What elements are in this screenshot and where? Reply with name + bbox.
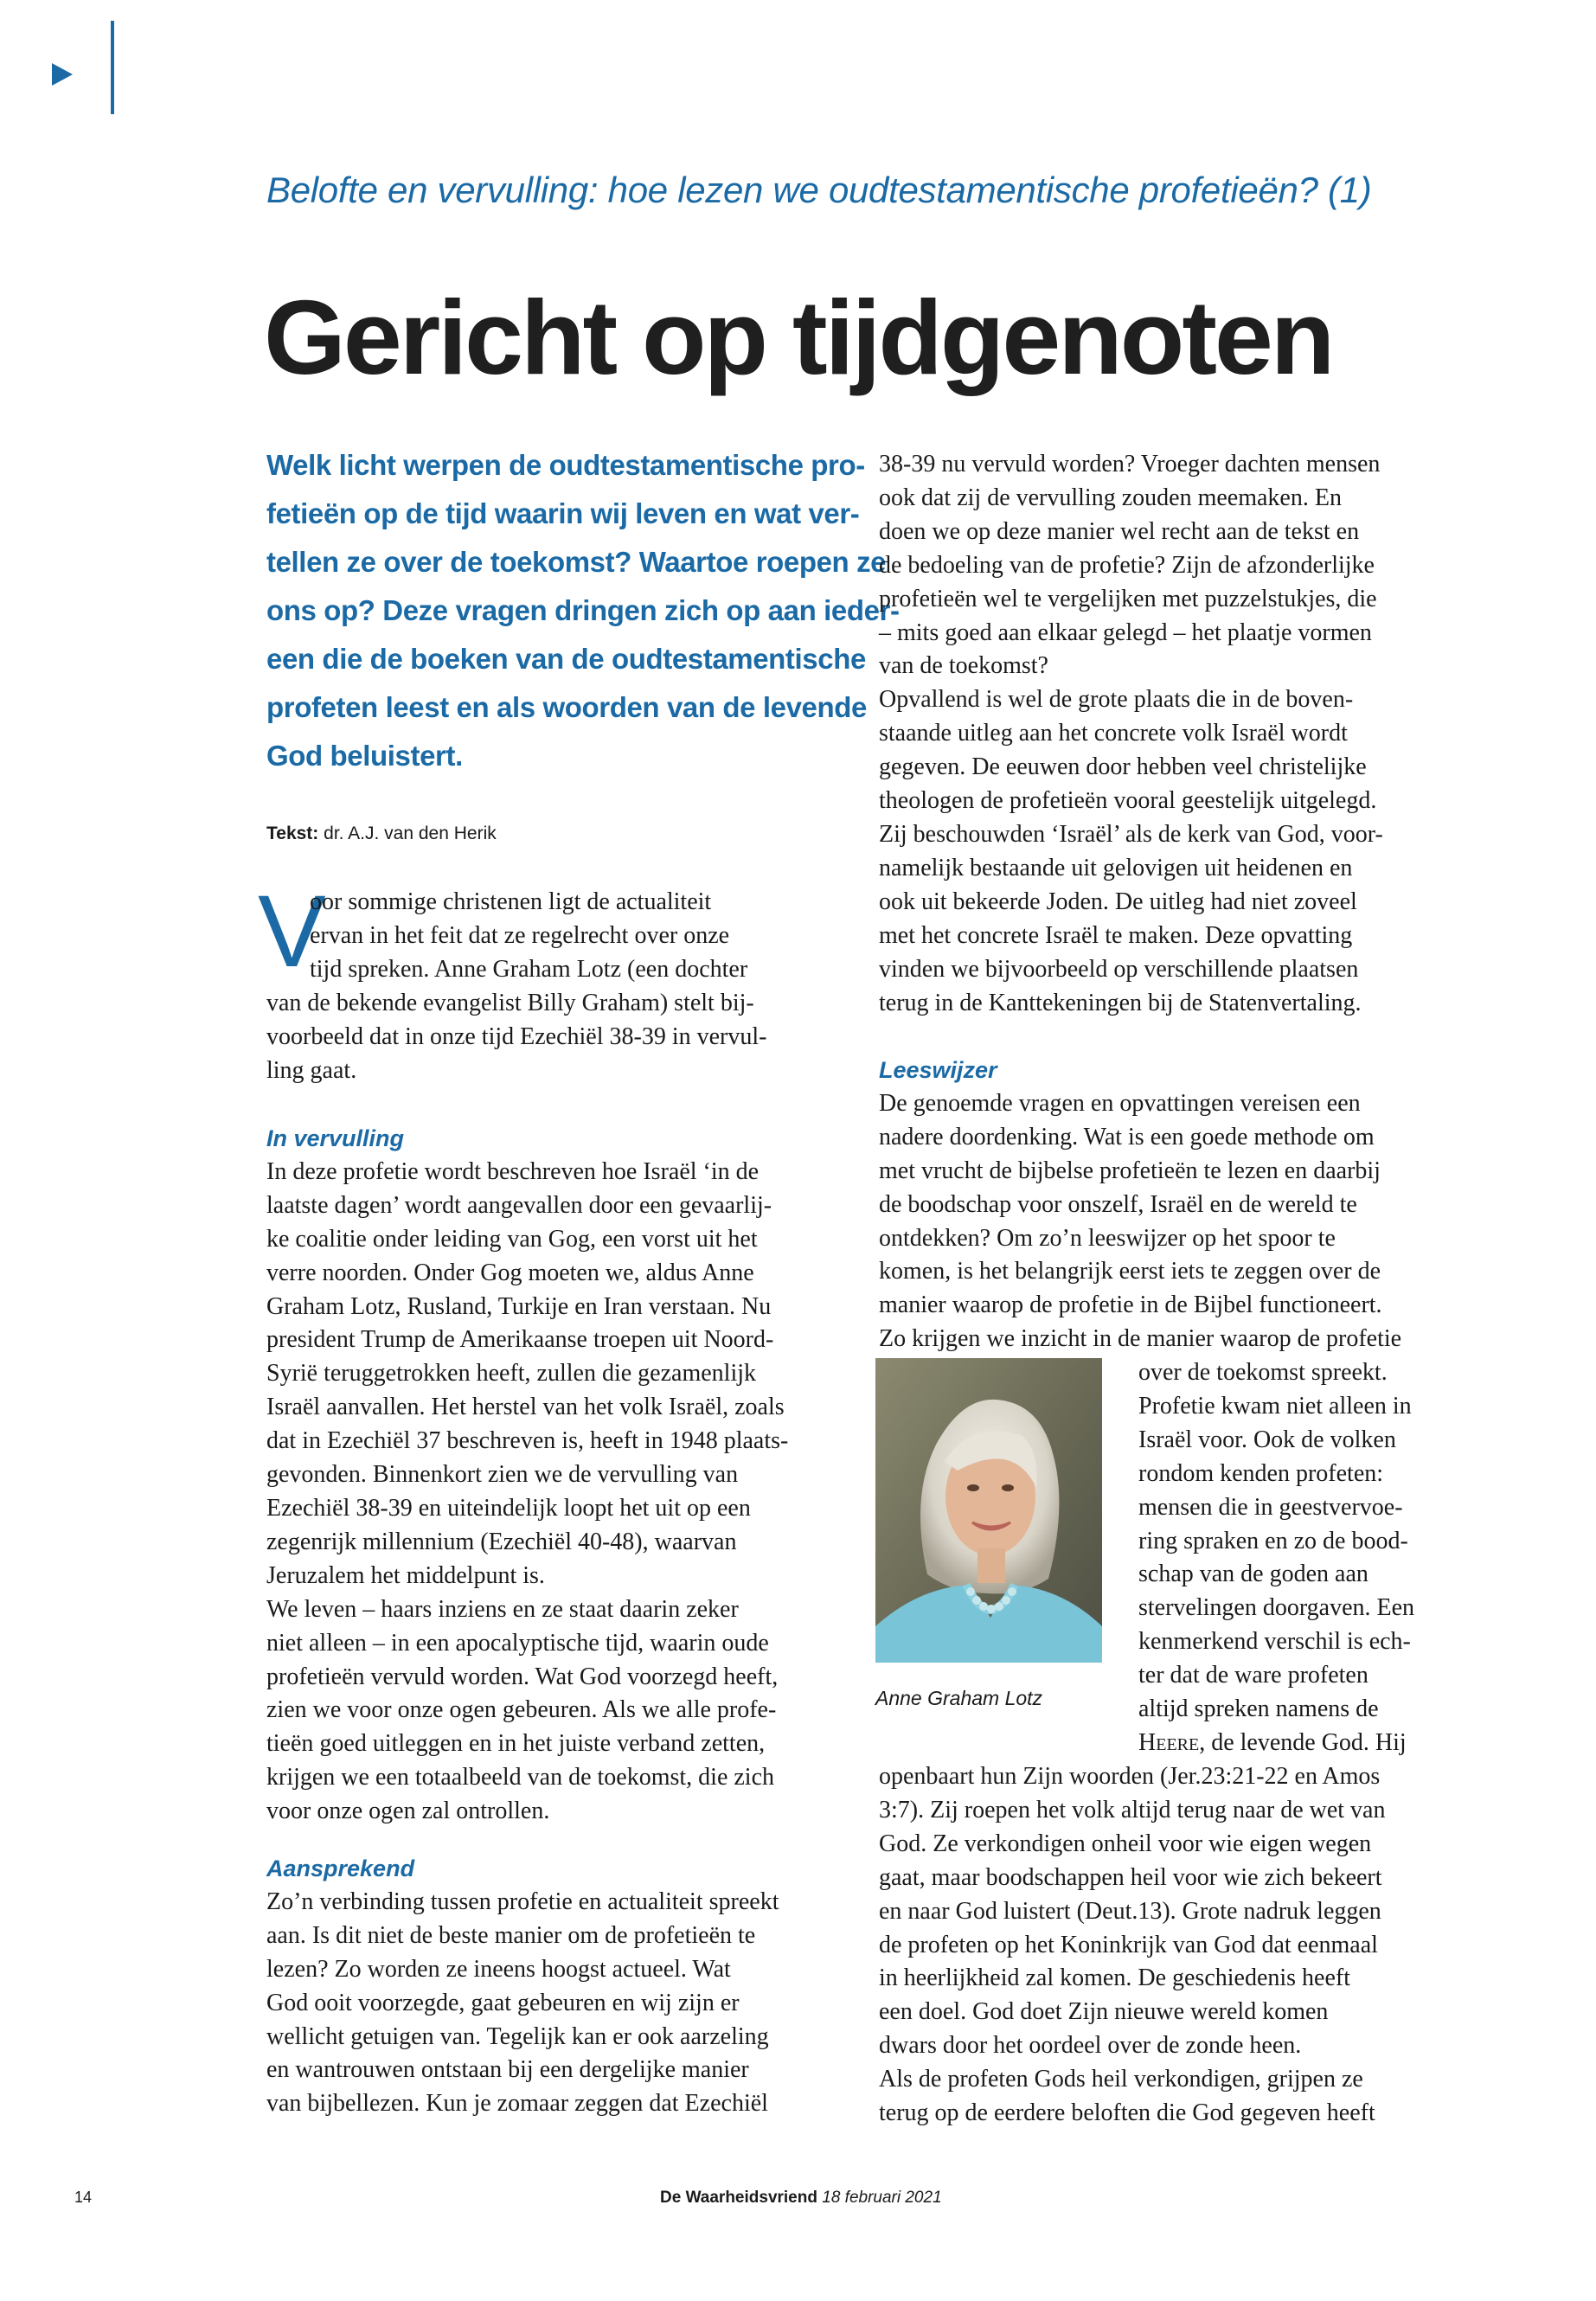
magazine-name: De Waarheidsvriend bbox=[660, 2189, 817, 2207]
page-number: 14 bbox=[74, 2189, 93, 2206]
body-line: Graham Lotz, Rusland, Turkije en Iran verstaan. Nu bbox=[266, 1292, 772, 1320]
body-line: terug op de eerdere beloften die God gegeven heeft bbox=[879, 2099, 1375, 2127]
intro-line: God beluistert. bbox=[266, 740, 463, 772]
body-line: wellicht getuigen van. Tegelijk kan er ook aarzeling bbox=[266, 2022, 769, 2050]
body-line: aan. Is dit niet de beste manier om de profetieën te bbox=[266, 1921, 756, 1949]
body-line: Profetie kwam niet alleen in bbox=[1138, 1392, 1412, 1420]
body-line: ling gaat. bbox=[266, 1056, 357, 1084]
kicker: Belofte en vervulling: hoe lezen we oudtestamentische profetieën? (1) bbox=[266, 170, 1372, 210]
body-line: We leven – haars inziens en ze staat daarin zeker bbox=[266, 1595, 739, 1623]
body-line: tieën goed uitleggen en in het juiste verband zetten, bbox=[266, 1730, 766, 1758]
portrait-illustration bbox=[875, 1358, 1102, 1663]
body-line: kenmerkend verschil is ech- bbox=[1138, 1628, 1411, 1656]
body-line: – mits goed aan elkaar gelegd – het plaatje vormen bbox=[879, 619, 1372, 646]
body-line: dat in Ezechiël 37 beschreven is, heeft in 1948 plaats- bbox=[266, 1427, 789, 1455]
body-line: Syrië teruggetrokken heeft, zullen die gezamenlijk bbox=[266, 1360, 757, 1388]
body-line: Jeruzalem het middelpunt is. bbox=[266, 1561, 545, 1589]
drop-cap: V bbox=[258, 875, 326, 989]
body-line: oor sommige christenen ligt de actualiteit bbox=[310, 888, 712, 915]
body-line: ervan in het feit dat ze regelrecht over onze bbox=[310, 921, 730, 949]
body-line: 3:7). Zij roepen het volk altijd terug naar de wet van bbox=[879, 1796, 1386, 1823]
body-line: ring spraken en zo de bood- bbox=[1138, 1527, 1408, 1554]
intro-lead bbox=[266, 441, 900, 780]
intro-line: profeten leest en als woorden van de levende bbox=[266, 691, 867, 723]
body-line: terug in de Kanttekeningen bij de Statenvertaling. bbox=[879, 989, 1362, 1016]
byline-label: Tekst: bbox=[266, 824, 319, 843]
body-line: gevonden. Binnenkort zien we de vervulling van bbox=[266, 1461, 739, 1489]
section-marker-line bbox=[111, 21, 114, 114]
body-line: zien we voor onze ogen gebeuren. Als we alle profe- bbox=[266, 1696, 777, 1724]
section-marker-arrow-icon bbox=[52, 63, 73, 86]
body-line: staande uitleg aan het concrete volk Israël wordt bbox=[879, 720, 1348, 747]
body-line: en wantrouwen ontstaan bij een dergelijke manier bbox=[266, 2056, 749, 2084]
intro-line: fetieën op de tijd waarin wij leven en wat ver- bbox=[266, 497, 860, 529]
body-line: mensen die in geestvervoe- bbox=[1138, 1493, 1403, 1521]
column-1-block-1 bbox=[266, 886, 829, 1087]
body-line: president Trump de Amerikaanse troepen uit Noord- bbox=[266, 1326, 774, 1354]
intro-line: ons op? Deze vragen dringen zich op aan ieder- bbox=[266, 594, 900, 626]
photo-caption: Anne Graham Lotz bbox=[875, 1687, 1043, 1709]
body-line: voorbeeld dat in onze tijd Ezechiël 38-39 in vervul- bbox=[266, 1022, 767, 1050]
body-line: openbaart hun Zijn woorden (Jer.23:21-22 en Amos bbox=[879, 1763, 1381, 1790]
intro-line: een die de boeken van de oudtestamentische bbox=[266, 643, 866, 675]
body-line: van bijbellezen. Kun je zomaar zeggen dat Ezechiël bbox=[266, 2090, 768, 2118]
body-line: dwars door het oordeel over de zonde heen. bbox=[879, 2032, 1302, 2060]
body-line: Zo krijgen we inzicht in de manier waarop de profetie bbox=[879, 1325, 1402, 1353]
body-line: manier waarop de profetie in de Bijbel functioneert. bbox=[879, 1292, 1382, 1319]
body-line: profetieën vervuld worden. Wat God voorzegd heeft, bbox=[266, 1663, 779, 1690]
body-line: de bedoeling van de profetie? Zijn de afzonderlijke bbox=[879, 551, 1375, 579]
body-line: gegeven. De eeuwen door hebben veel christelijke bbox=[879, 753, 1367, 781]
body-line: van de toekomst? bbox=[879, 652, 1048, 680]
intro-line: tellen ze over de toekomst? Waartoe roepen ze bbox=[266, 546, 887, 578]
body-line: nadere doordenking. Wat is een goede methode om bbox=[879, 1123, 1375, 1150]
body-line: rondom kenden profeten: bbox=[1138, 1459, 1384, 1487]
body-line: ook dat zij de vervulling zouden meemaken. En bbox=[879, 484, 1342, 511]
body-line: Ezechiël 38-39 en uiteindelijk loopt het uit op een bbox=[266, 1494, 751, 1522]
body-line: 38-39 nu vervuld worden? Vroeger dachten mensen bbox=[879, 451, 1381, 478]
column-2-block-1 bbox=[879, 448, 1441, 1020]
body-line: Zij beschouwden ‘Israël’ als de kerk van God, voor- bbox=[879, 820, 1383, 848]
body-line: God. Ze verkondigen onheil voor wie eigen wegen bbox=[879, 1830, 1372, 1857]
column-1-block-2 bbox=[266, 1122, 829, 1829]
byline bbox=[266, 824, 829, 844]
body-line: niet alleen – in een apocalyptische tijd, waarin oude bbox=[266, 1629, 769, 1657]
body-line: In deze profetie wordt beschreven hoe Israël ‘in de bbox=[266, 1157, 760, 1185]
author-photo bbox=[875, 1358, 1102, 1663]
column-2-wrap-block bbox=[1138, 1356, 1484, 1760]
body-line: de boodschap voor onszelf, Israël en de wereld te bbox=[879, 1190, 1357, 1218]
body-line: en naar God luistert (Deut.13). Grote nadruk leggen bbox=[879, 1897, 1381, 1925]
body-line: altijd spreken namens de bbox=[1138, 1695, 1379, 1723]
body-line: profetieën wel te vergelijken met puzzelstukjes, die bbox=[879, 585, 1377, 612]
body-line: ter dat de ware profeten bbox=[1138, 1662, 1368, 1689]
body-line: de profeten op het Koninkrijk van God dat eenmaal bbox=[879, 1931, 1378, 1958]
body-line: een doel. God doet Zijn nieuwe wereld komen bbox=[879, 1998, 1329, 2026]
column-2-block-2 bbox=[879, 1054, 1441, 1356]
body-line: laatste dagen’ wordt aangevallen door een gevaarlij- bbox=[266, 1191, 772, 1219]
body-line: De genoemde vragen en opvattingen vereisen een bbox=[879, 1089, 1361, 1117]
body-line: Israël voor. Ook de volken bbox=[1138, 1426, 1396, 1453]
body-line: Opvallend is wel de grote plaats die in de boven- bbox=[879, 686, 1354, 714]
body-line: voor onze ogen zal ontrollen. bbox=[266, 1798, 550, 1825]
heere-rest: , de levende God. Hij bbox=[1199, 1728, 1407, 1756]
body-line: ook uit bekeerde Joden. De uitleg had niet zoveel bbox=[879, 888, 1357, 915]
issue-date: 18 februari 2021 bbox=[822, 2189, 942, 2207]
column-1-block-3 bbox=[266, 1852, 829, 2121]
body-line: over de toekomst spreekt. bbox=[1138, 1359, 1388, 1386]
body-line: namelijk bestaande uit gelovigen uit heidenen en bbox=[879, 854, 1353, 881]
body-line: theologen de profetieën vooral geestelijk uitgelegd. bbox=[879, 787, 1377, 815]
column-2-block-3 bbox=[879, 1760, 1441, 2131]
body-line: ontdekken? Om zo’n leeswijzer op het spoor te bbox=[879, 1224, 1336, 1252]
subheading-leeswijzer: Leeswijzer bbox=[879, 1057, 997, 1083]
body-line: in heerlijkheid zal komen. De geschiedenis heeft bbox=[879, 1965, 1351, 1992]
heere-smallcaps: Heere bbox=[1138, 1728, 1200, 1756]
body-line: Als de profeten Gods heil verkondigen, grijpen ze bbox=[879, 2066, 1363, 2093]
body-line: God ooit voorzegde, gaat gebeuren en wij zijn er bbox=[266, 1989, 740, 2016]
body-line: van de bekende evangelist Billy Graham) stelt bij- bbox=[266, 989, 754, 1016]
article-title: Gericht op tijdgenoten bbox=[264, 279, 1333, 396]
body-line: zegenrijk millennium (Ezechiël 40-48), waarvan bbox=[266, 1528, 737, 1555]
body-line bbox=[1138, 1727, 1484, 1760]
body-line: doen we op deze manier wel recht aan de tekst en bbox=[879, 517, 1360, 545]
body-line: ke coalitie onder leiding van Gog, een vorst uit het bbox=[266, 1225, 758, 1253]
body-line: komen, is het belangrijk eerst iets te zeggen over de bbox=[879, 1258, 1381, 1285]
body-line: Israël aanvallen. Het herstel van het volk Israël, zoals bbox=[266, 1394, 785, 1421]
body-line: vinden we bijvoorbeeld op verschillende plaatsen bbox=[879, 955, 1359, 983]
subheading-in-vervulling: In vervulling bbox=[266, 1125, 405, 1151]
body-line: stervelingen doorgaven. Een bbox=[1138, 1594, 1415, 1622]
body-line: krijgen we een totaalbeeld van de toekomst, die zich bbox=[266, 1764, 775, 1791]
body-line: verre noorden. Onder Gog moeten we, aldus Anne bbox=[266, 1259, 754, 1286]
body-line: met vrucht de bijbelse profetieën te lezen en daarbij bbox=[879, 1157, 1381, 1184]
footer-masthead bbox=[660, 2189, 942, 2208]
intro-line: Welk licht werpen de oudtestamentische pro- bbox=[266, 449, 865, 481]
subheading-aansprekend: Aansprekend bbox=[266, 1856, 415, 1881]
byline-author: dr. A.J. van den Herik bbox=[324, 824, 497, 843]
body-line: schap van de goden aan bbox=[1138, 1561, 1368, 1588]
body-line: lezen? Zo worden ze ineens hoogst actueel. Wat bbox=[266, 1955, 731, 1983]
body-line: Zo’n verbinding tussen profetie en actualiteit spreekt bbox=[266, 1888, 779, 1915]
body-line: met het concrete Israël te maken. Deze opvatting bbox=[879, 921, 1353, 949]
body-line: tijd spreken. Anne Graham Lotz (een dochter bbox=[310, 955, 748, 983]
body-line: gaat, maar boodschappen heil voor wie zich bekeert bbox=[879, 1863, 1382, 1891]
